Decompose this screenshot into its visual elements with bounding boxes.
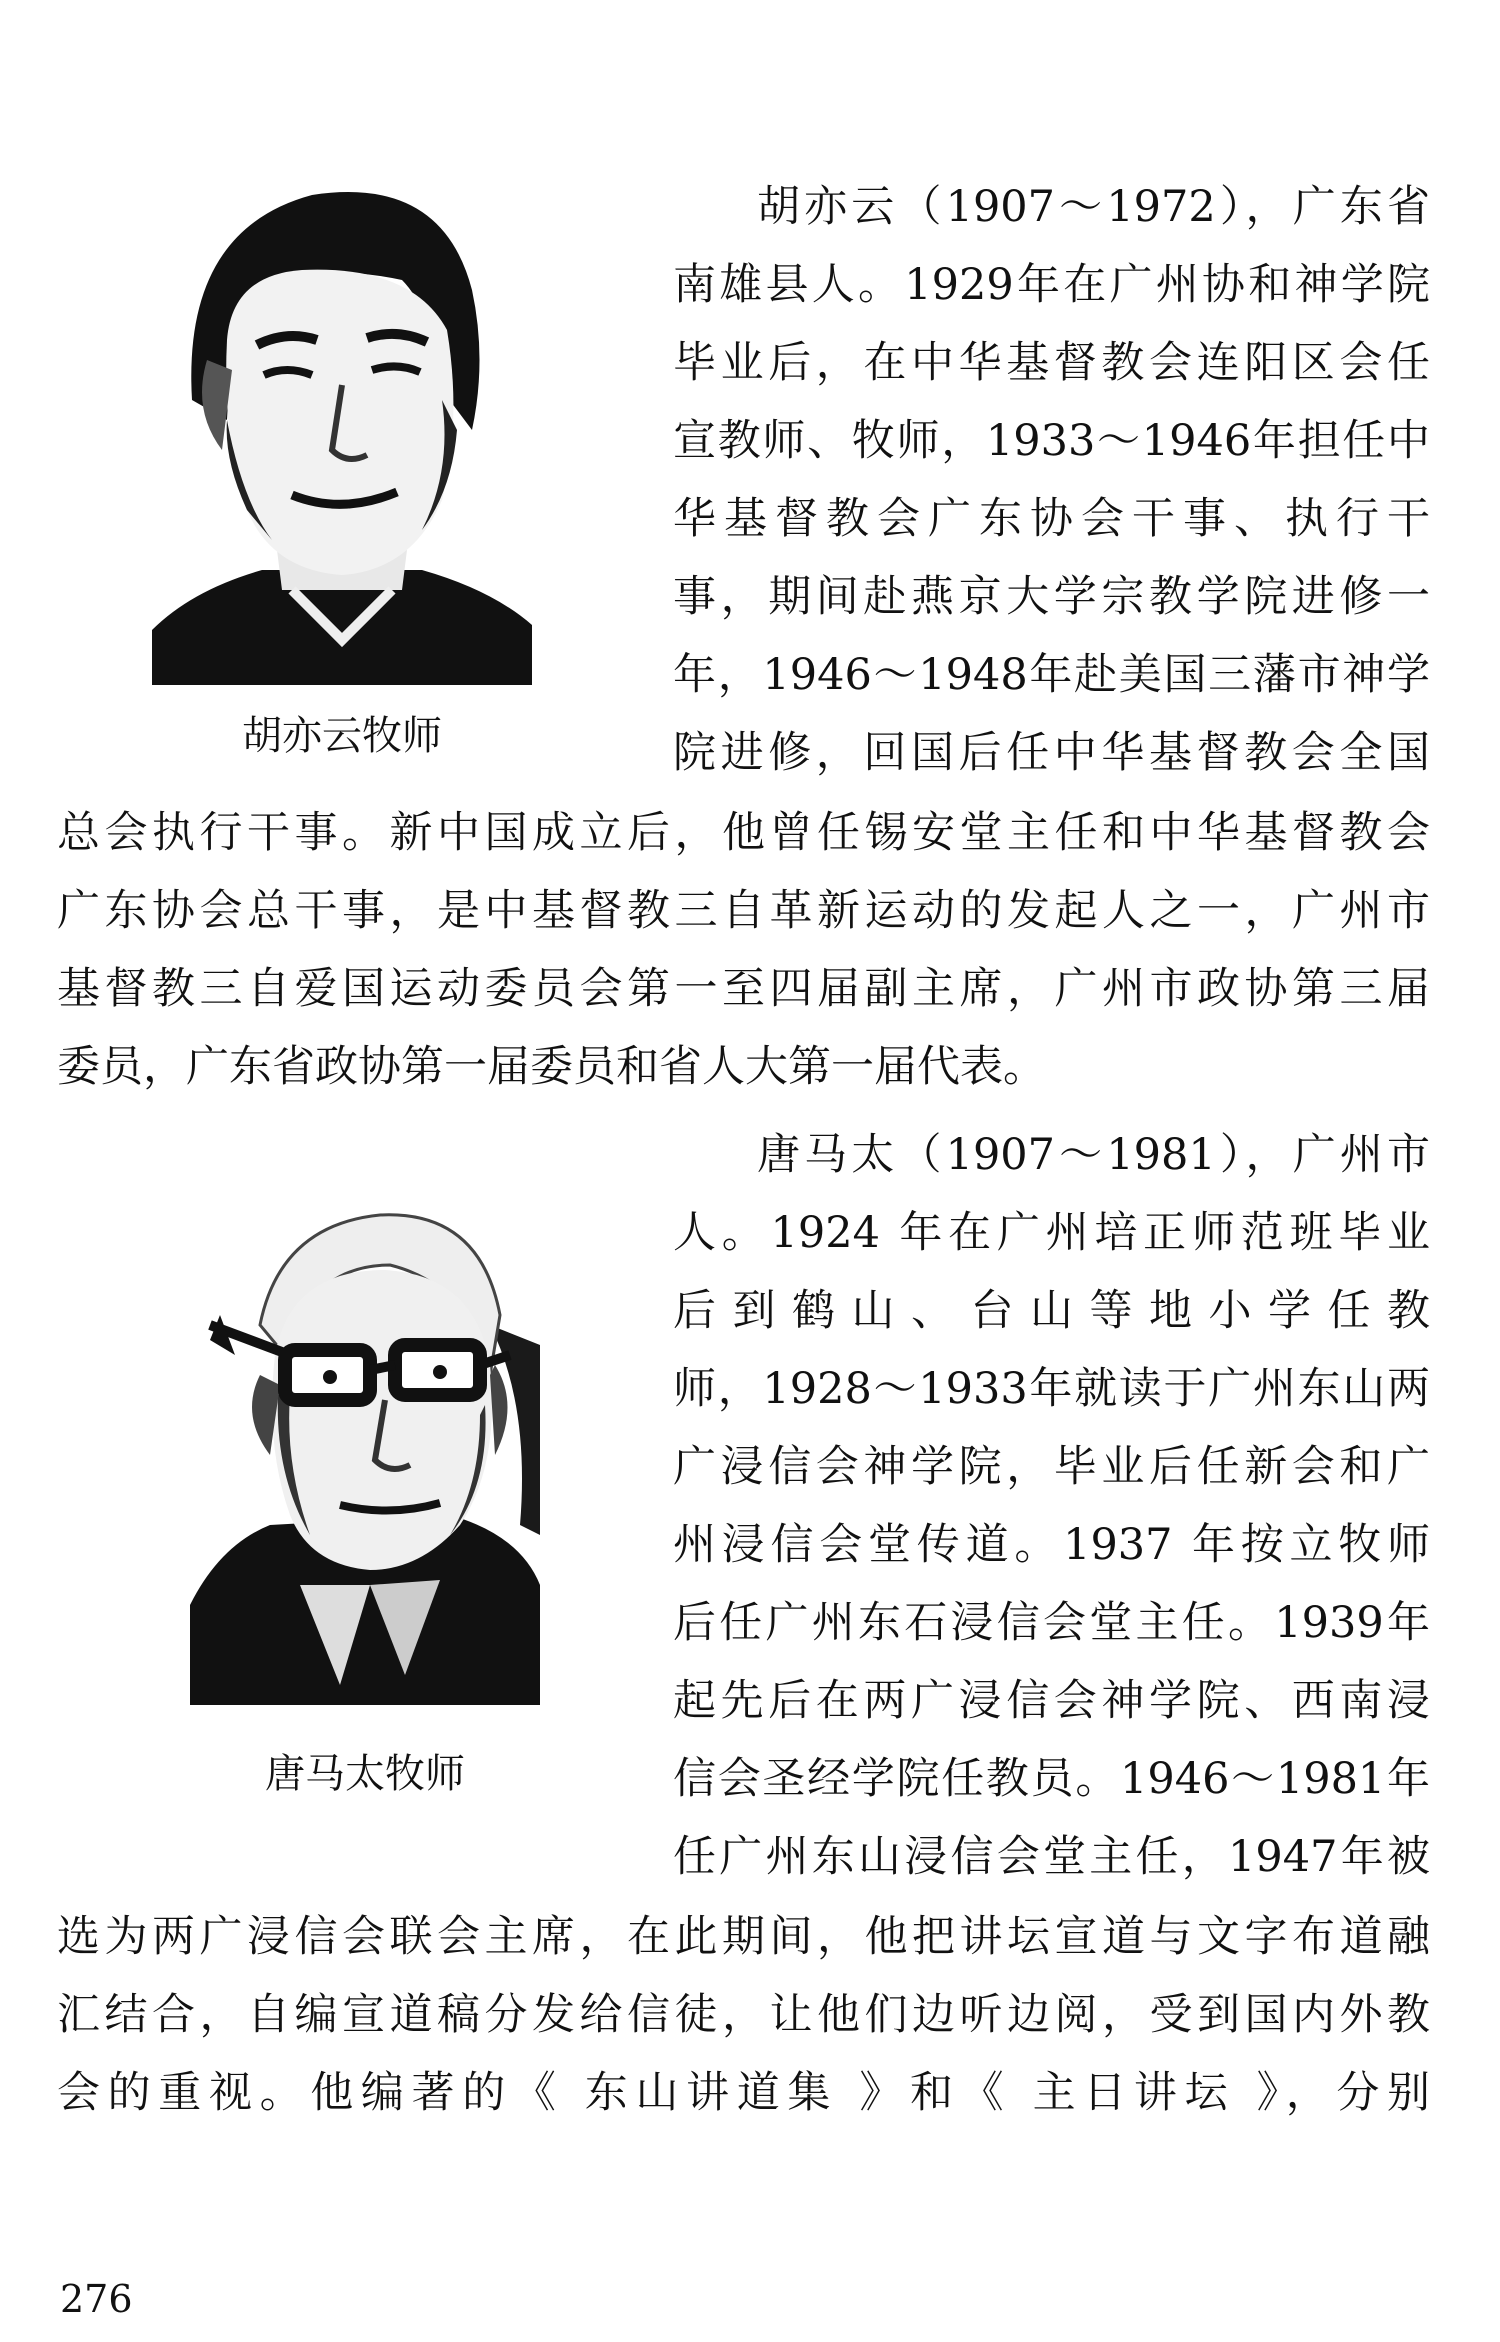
text-line: 广东协会总干事，是中基督教三自革新运动的发起人之一，广州市 bbox=[57, 886, 1430, 936]
text-line: 基督教三自爱国运动委员会第一至四届副主席，广州市政协第三届 bbox=[57, 964, 1430, 1014]
text-line: 会的重视。他编著的《 东山讲道集 》和《 主日讲坛 》，分别 bbox=[57, 2068, 1430, 2118]
portrait-photo-hu-yiyun bbox=[152, 170, 532, 685]
text-line: 选为两广浸信会联会主席，在此期间，他把讲坛宣道与文字布道融 bbox=[57, 1912, 1430, 1962]
text-line: 人。1924 年在广州培正师范班毕业 bbox=[673, 1208, 1430, 1258]
text-line: 后任广州东石浸信会堂主任。1939年 bbox=[673, 1598, 1430, 1648]
text-line: 广浸信会神学院，毕业后任新会和广 bbox=[673, 1442, 1430, 1492]
text-line: 师，1928～1933年就读于广州东山两 bbox=[673, 1364, 1430, 1414]
page-number: 276 bbox=[60, 2277, 133, 2321]
text-line: 任广州东山浸信会堂主任，1947年被 bbox=[673, 1832, 1430, 1882]
text-line: 州浸信会堂传道。1937 年按立牧师 bbox=[673, 1520, 1430, 1570]
text-line: 华基督教会广东协会干事、执行干 bbox=[673, 494, 1430, 544]
photo-caption-1: 胡亦云牧师 bbox=[242, 713, 442, 759]
text-line: 南雄县人。1929年在广州协和神学院 bbox=[673, 260, 1430, 310]
text-line: 委员，广东省政协第一届委员和省人大第一届代表。 bbox=[57, 1042, 1046, 1092]
text-line: 事，期间赴燕京大学宗教学院进修一 bbox=[673, 572, 1430, 622]
text-line: 胡亦云（1907～1972），广东省 bbox=[757, 182, 1430, 232]
text-line: 院进修，回国后任中华基督教会全国 bbox=[673, 728, 1430, 778]
text-line: 信会圣经学院任教员。1946～1981年 bbox=[673, 1754, 1430, 1804]
text-line: 年，1946～1948年赴美国三藩市神学 bbox=[673, 650, 1430, 700]
text-line: 起先后在两广浸信会神学院、西南浸 bbox=[673, 1676, 1430, 1726]
text-line: 后到鹤山、台山等地小学任教 bbox=[673, 1286, 1430, 1336]
text-line: 汇结合，自编宣道稿分发给信徒，让他们边听边阅，受到国内外教 bbox=[57, 1990, 1430, 2040]
text-line: 宣教师、牧师，1933～1946年担任中 bbox=[673, 416, 1430, 466]
text-line: 唐马太（1907～1981），广州市 bbox=[757, 1130, 1430, 1180]
text-line: 毕业后，在中华基督教会连阳区会任 bbox=[673, 338, 1430, 388]
photo-caption-2: 唐马太牧师 bbox=[265, 1751, 465, 1797]
text-line: 总会执行干事。新中国成立后，他曾任锡安堂主任和中华基督教会 bbox=[57, 808, 1430, 858]
portrait-photo-tang-matai bbox=[190, 1205, 540, 1705]
